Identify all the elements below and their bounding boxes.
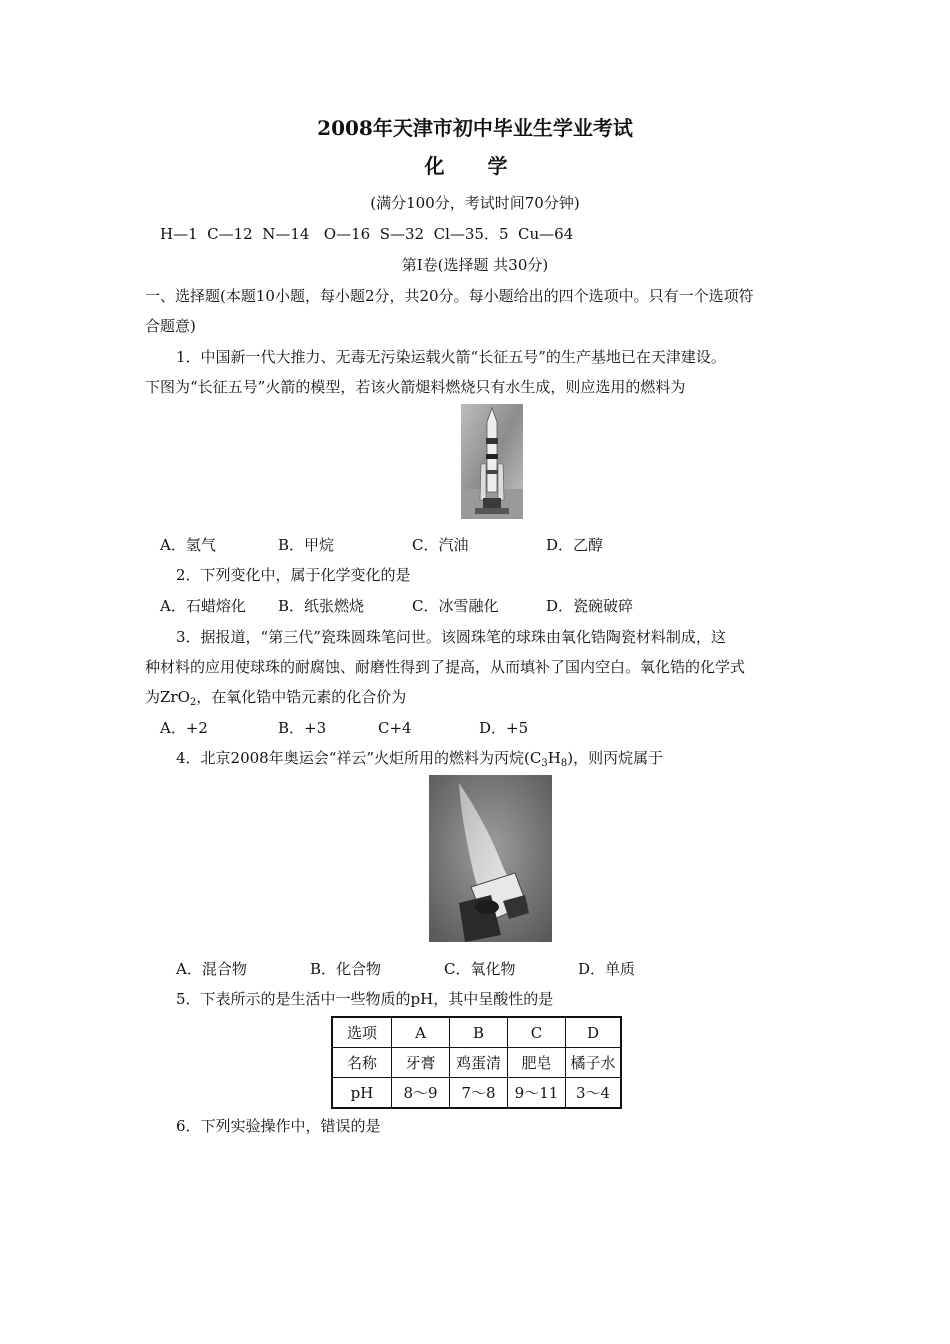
question-4-option-d: D．单质 [578,960,636,978]
table-cell: 9～11 [508,1078,566,1109]
table-cell: 鸡蛋清 [450,1048,508,1078]
question-1-line-2: 下图为“长征五号”火箭的模型，若该火箭煺料燃烧只有水生成，则应选用的燃料为 [145,378,686,396]
table-cell: C [508,1017,566,1048]
question-1-option-b: B．甲烷 [278,536,335,554]
question-3-option-b: B．+3 [278,719,327,737]
table-cell: 3～4 [566,1078,622,1109]
question-2-option-c: C．冰雪融化 [412,597,499,615]
table-cell: D [566,1017,622,1048]
question-3-line-1: 3．据报道，“第三代”瓷珠圆珠笔问世。该圆珠笔的球珠由氧化锆陶瓷材料制成，这 [176,628,726,646]
question-1-option-d: D．乙醇 [546,536,604,554]
question-3-option-c: C+4 [378,719,412,737]
table-cell: B [450,1017,508,1048]
instructions-line-1: 一、选择题(本题10小题，每小题2分，共20分。每小题给出的四个选项中。只有一个选项符 [145,287,754,305]
question-2-option-a: A．石蜡熔化 [160,597,246,615]
question-5-text: 5．下表所示的是生活中一些物质的pH，其中呈酸性的是 [176,990,554,1008]
torch-image [429,775,552,942]
question-1-option-a: A．氢气 [160,536,216,554]
question-4-option-b: B．化合物 [310,960,382,978]
rocket-image [461,404,523,519]
table-row [332,1048,621,1078]
table-cell: 肥皂 [508,1048,566,1078]
question-1-option-c: C．汽油 [412,536,469,554]
question-3-line-2: 种材料的应用使球珠的耐腐蚀、耐磨性得到了提高，从而填补了国内空白。氧化锆的化学式 [145,658,746,676]
subject-title: 化 学 [424,154,526,178]
question-3-option-d: D．+5 [479,719,529,737]
question-2-option-d: D．瓷碗破碎 [546,597,634,615]
table-cell: pH [332,1078,392,1109]
question-3-option-a: A．+2 [160,719,208,737]
table-cell: 橘子水 [566,1048,622,1078]
table-cell: A [392,1017,450,1048]
question-1-line-1: 1．中国新一代大推力、无毒无污染运载火箭“长征五号”的生产基地已在天津建设。 [176,348,726,366]
table-cell: 7～8 [450,1078,508,1109]
table-row [332,1017,621,1048]
atomic-masses: H—1 C—12 N—14 O—16 S—32 Cl—35．5 Cu—64 [160,225,574,243]
question-6-text: 6．下列实验操作中，错误的是 [176,1117,381,1135]
table-cell: 选项 [332,1017,392,1048]
question-4-option-a: A．混合物 [176,960,247,978]
table-cell: 8～9 [392,1078,450,1109]
question-2-text: 2．下列变化中，属于化学变化的是 [176,566,411,584]
instructions-line-2: 合题意) [145,317,196,335]
question-4-text: 4．北京2008年奥运会“祥云”火炬所用的燃料为丙烷$(C_3H_8)$，则丙烷属于 [176,749,664,769]
exam-title: 2008年天津市初中毕业生学业考试 [317,116,633,140]
table-cell: 牙膏 [392,1048,450,1078]
section-title: 第Ⅰ卷(选择题 共30分) [401,256,549,274]
question-4-option-c: C．氧化物 [444,960,516,978]
ph-table [331,1016,622,1109]
table-row [332,1078,621,1109]
question-3-line-3: 为ZrO$_2$，在氧化锆中锆元素的化合价为 [145,688,407,708]
question-2-option-b: B．纸张燃烧 [278,597,365,615]
table-cell: 名称 [332,1048,392,1078]
score-time-note: (满分100分，考试时间70分钟) [370,194,580,212]
